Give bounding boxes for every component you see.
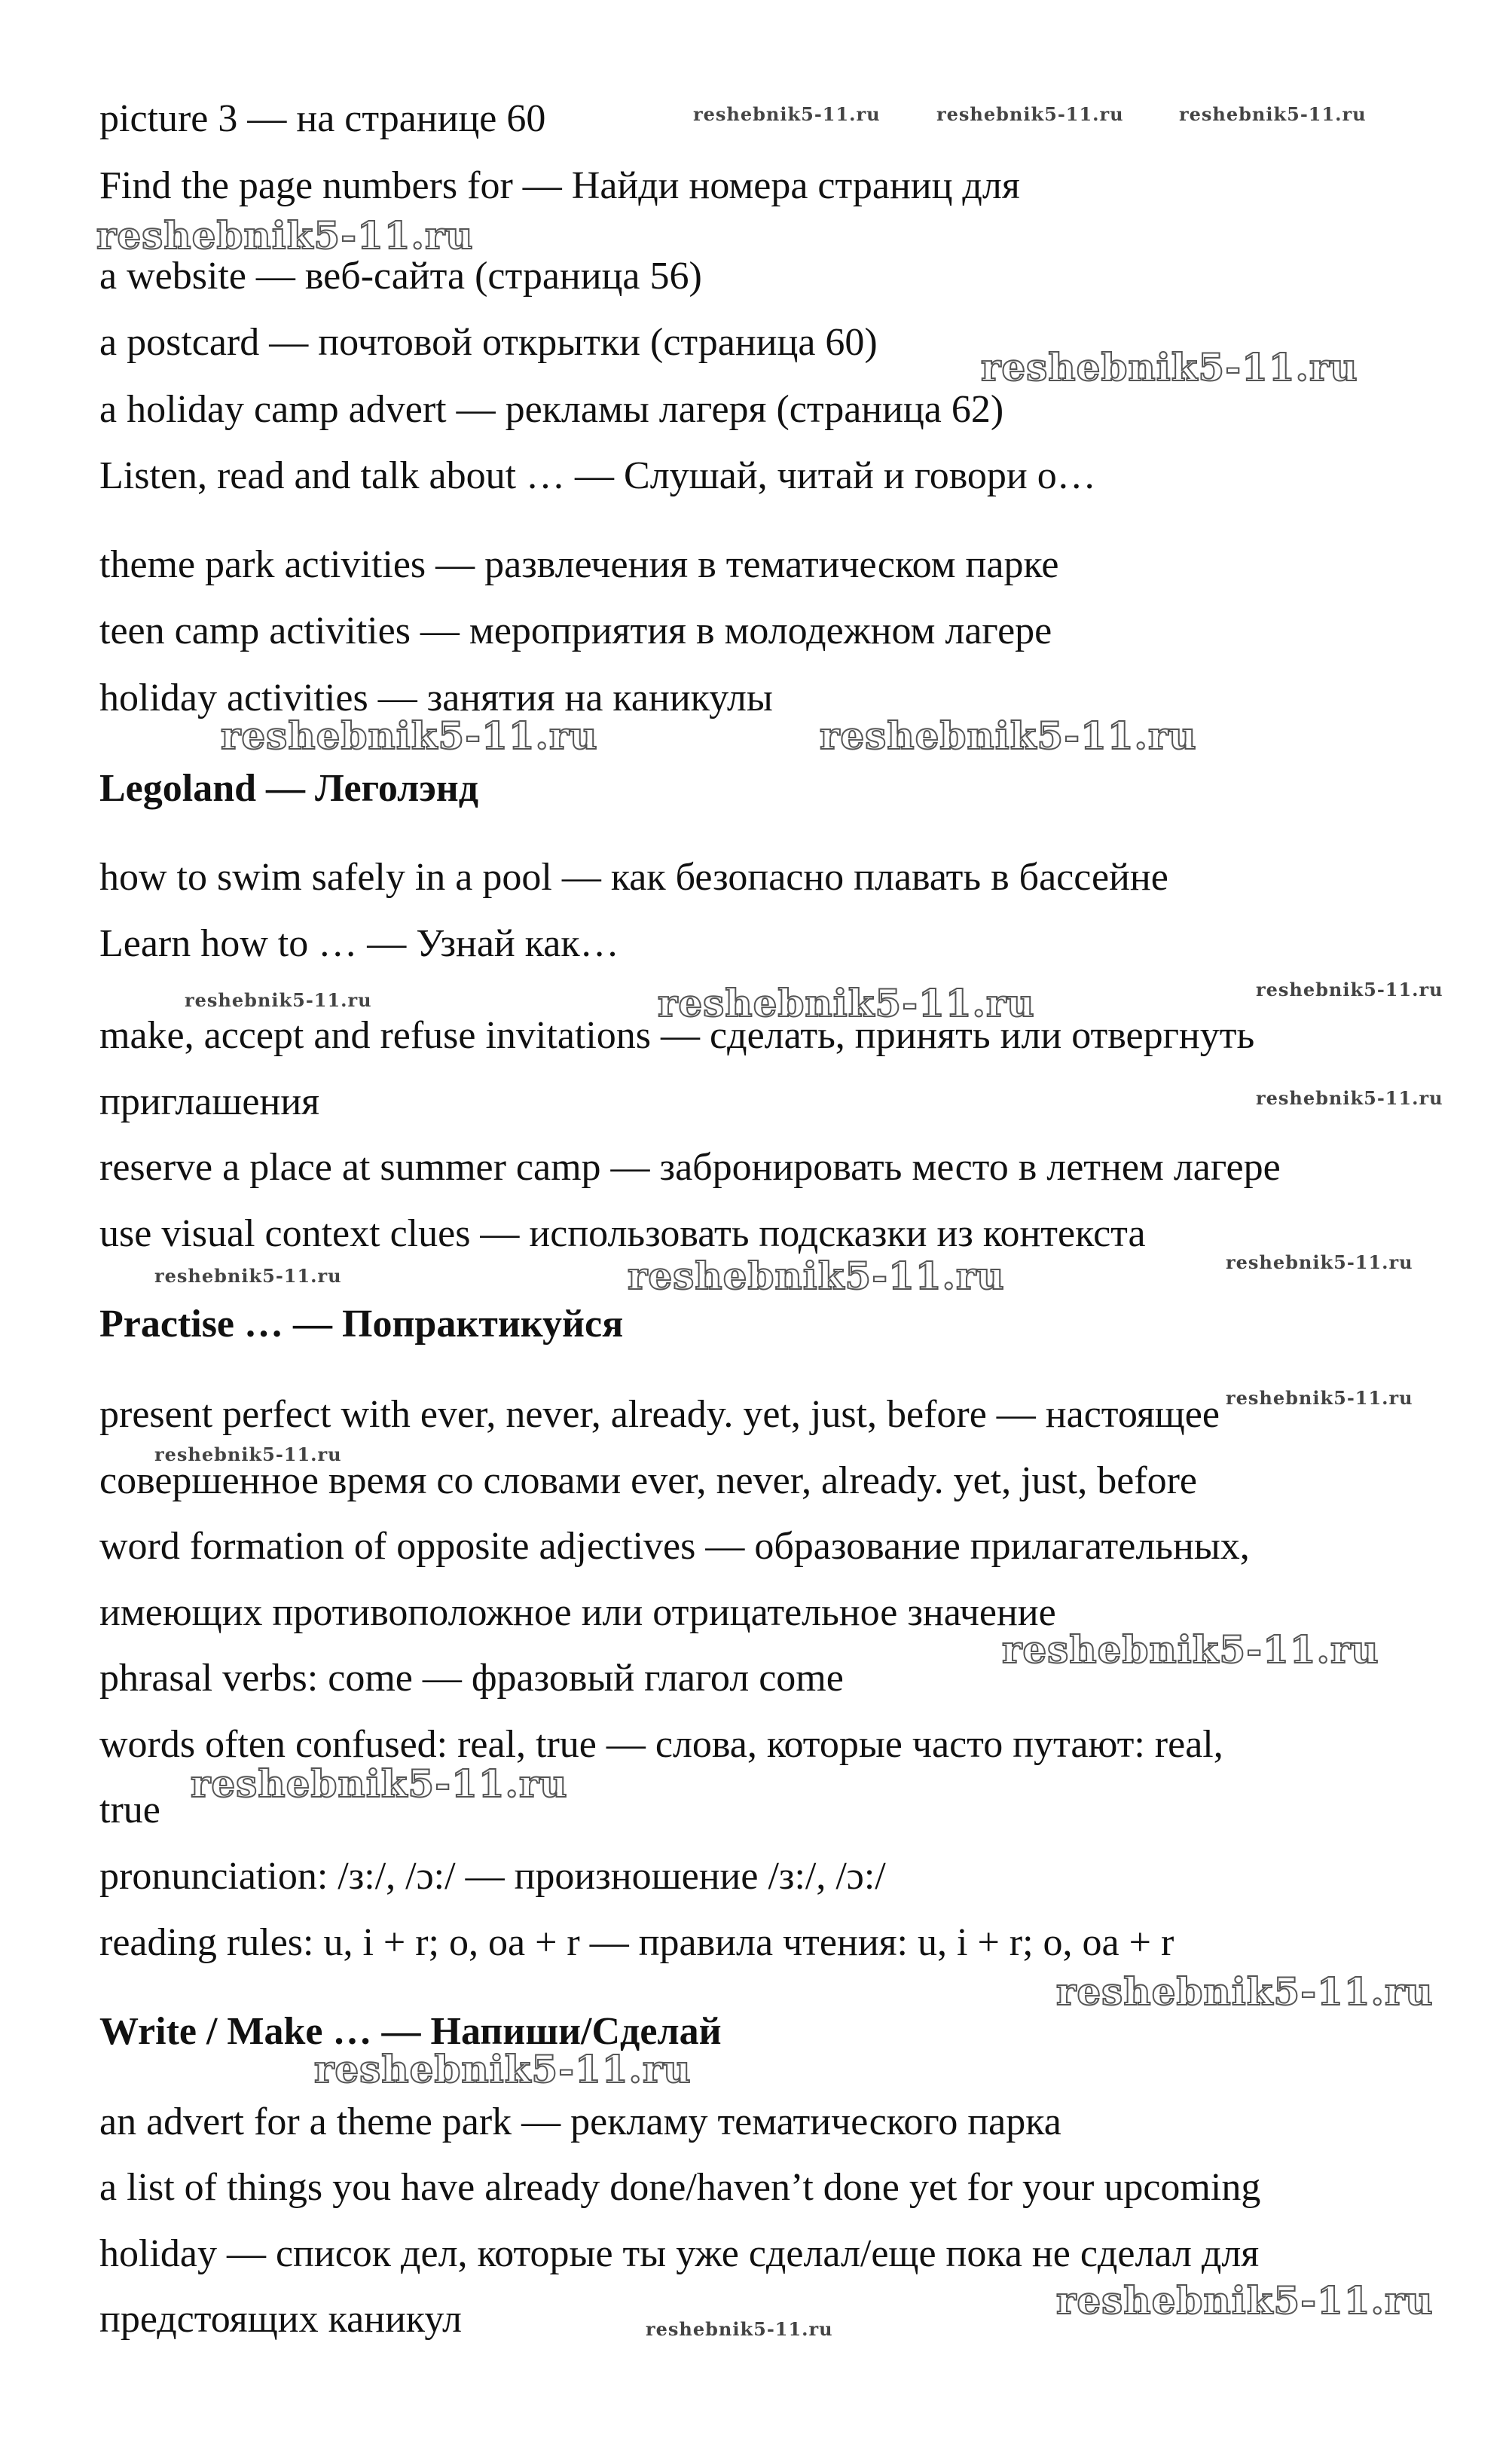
text-line: совершенное время со словами ever, never, already. yet, just, before	[99, 1459, 1198, 1502]
text-line: word formation of opposite adjectives — образование прилагательных,	[99, 1525, 1250, 1568]
text-line: how to swim safely in a pool — как безопасно плавать в бассейне	[99, 856, 1168, 899]
text-line: Listen, read and talk about … — Слушай, читай и говори о…	[99, 454, 1096, 497]
section-heading: Write / Make … — Напиши/Сделай	[99, 2010, 722, 2053]
watermark: reshebnik5-11.ru	[1179, 103, 1367, 125]
text-line: phrasal verbs: come — фразовый глагол come	[99, 1657, 844, 1700]
watermark: reshebnik5-11.ru	[646, 2318, 833, 2340]
text-line: holiday activities — занятия на каникулы	[99, 677, 773, 719]
text-line: a website — веб-сайта (страница 56)	[99, 255, 702, 298]
watermark: reshebnik5-11.ru	[154, 1265, 342, 1287]
text-line: holiday — список дел, которые ты уже сделал/еще пока не сделал для	[99, 2232, 1260, 2275]
watermark: reshebnik5-11.ru	[820, 713, 1197, 758]
section-heading: Legoland — Леголэнд	[99, 767, 479, 810]
watermark: reshebnik5-11.ru	[936, 103, 1124, 125]
watermark: reshebnik5-11.ru	[1226, 1387, 1413, 1409]
text-line: reading rules: u, i + r; o, oa + r — правила чтения: u, i + r; o, oa + r	[99, 1921, 1174, 1964]
watermark: reshebnik5-11.ru	[185, 989, 372, 1011]
watermark: reshebnik5-11.ru	[1256, 979, 1443, 1000]
text-line: use visual context clues — использовать подсказки из контекста	[99, 1212, 1146, 1255]
watermark: reshebnik5-11.ru	[96, 213, 474, 258]
text-line: pronunciation: /з:/, /ɔ:/ — произношение /з:/, /ɔ:/	[99, 1855, 886, 1898]
watermark: reshebnik5-11.ru	[154, 1443, 342, 1465]
watermark: reshebnik5-11.ru	[191, 1761, 568, 1806]
text-line: имеющих противоположное или отрицательное значение	[99, 1591, 1056, 1634]
watermark: reshebnik5-11.ru	[314, 2047, 692, 2091]
text-line: true	[99, 1789, 160, 1831]
watermark: reshebnik5-11.ru	[658, 981, 1035, 1025]
text-line: teen camp activities — мероприятия в молодежном лагере	[99, 609, 1052, 652]
text-line: Learn how to … — Узнай как…	[99, 922, 619, 965]
text-line: present perfect with ever, never, already. yet, just, before — настоящее	[99, 1393, 1220, 1436]
text-line: picture 3 — на странице 60	[99, 97, 546, 140]
text-line: a holiday camp advert — рекламы лагеря (страница 62)	[99, 388, 1004, 431]
text-line: приглашения	[99, 1080, 320, 1123]
watermark: reshebnik5-11.ru	[1056, 2278, 1434, 2323]
text-line: a postcard — почтовой открытки (страница 60)	[99, 321, 878, 364]
text-line: theme park activities — развлечения в тематическом парке	[99, 543, 1059, 586]
text-line: предстоящих каникул	[99, 2298, 462, 2341]
watermark: reshebnik5-11.ru	[221, 713, 598, 758]
watermark: reshebnik5-11.ru	[1002, 1627, 1379, 1672]
watermark: reshebnik5-11.ru	[1226, 1251, 1413, 1273]
watermark: reshebnik5-11.ru	[628, 1254, 1005, 1298]
text-line: words often confused: real, true — слова, которые часто путают: real,	[99, 1723, 1223, 1766]
watermark: reshebnik5-11.ru	[693, 103, 881, 125]
section-heading: Practise … — Попрактикуйся	[99, 1303, 624, 1346]
watermark: reshebnik5-11.ru	[981, 345, 1358, 389]
text-line: an advert for a theme park — рекламу тематического парка	[99, 2100, 1061, 2143]
watermark: reshebnik5-11.ru	[1256, 1087, 1443, 1109]
text-line: a list of things you have already done/haven’t done yet for your upcoming	[99, 2166, 1261, 2209]
text-line: reserve a place at summer camp — забронировать место в летнем лагере	[99, 1146, 1281, 1189]
text-line: make, accept and refuse invitations — сделать, принять или отвергнуть	[99, 1014, 1255, 1057]
watermark: reshebnik5-11.ru	[1056, 1969, 1434, 2014]
text-line: Find the page numbers for — Найди номера страниц для	[99, 164, 1020, 207]
